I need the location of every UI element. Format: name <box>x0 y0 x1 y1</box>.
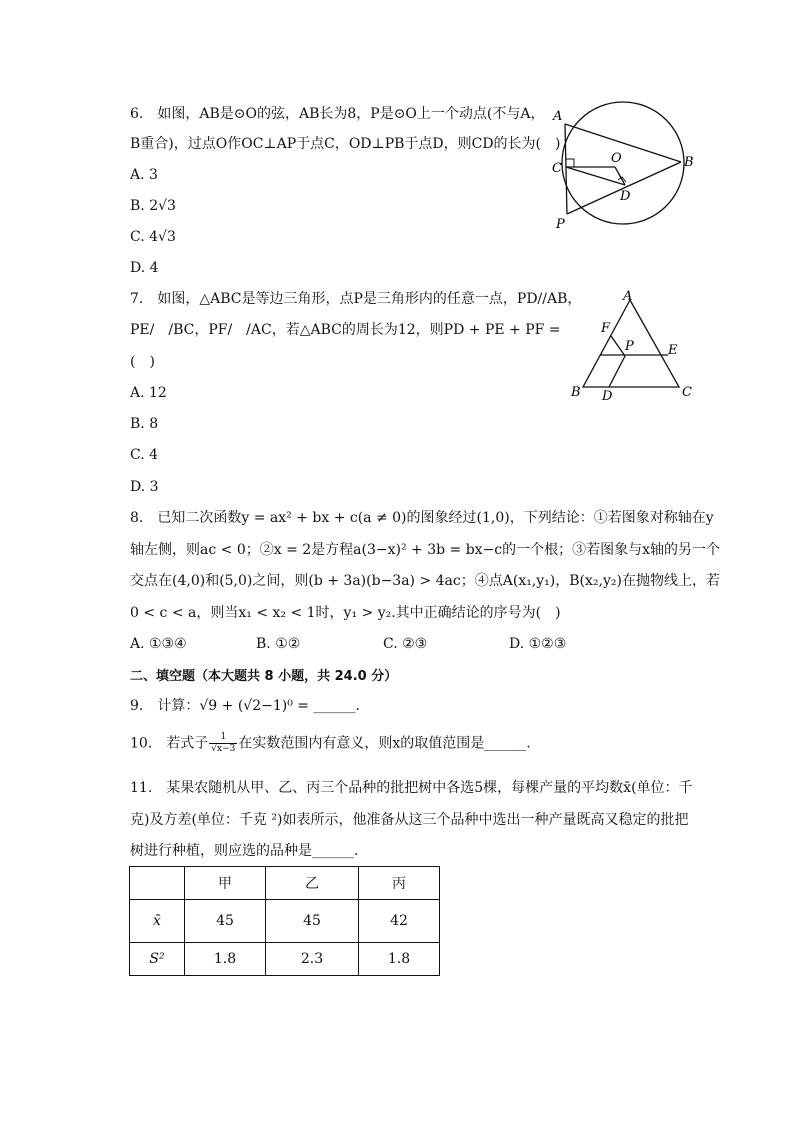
q8-line1: 8. 已知二次函数y = ax² + bx + c(a ≠ 0)的图象经过(1,0)，下列结论：①若图象对称轴在y <box>130 510 714 526</box>
q9-line: 9. 计算：√9 + (√2−1)⁰ = ______. <box>130 698 360 714</box>
q7-stem-line2: PE/ /BC，PF/ /AC，若△ABC的周长为12，则PD + PE + PF = <box>130 322 561 338</box>
section-heading: 二、填空题（本大题共 8 小题，共 24.0 分） <box>130 669 398 684</box>
q6-option-a: A. 3 <box>130 167 158 183</box>
q7-option-a: A. 12 <box>130 385 167 401</box>
table-cell: 42 <box>359 900 440 943</box>
q11-line3: 树进行种植，则应选的品种是______. <box>130 843 359 859</box>
q6-label-c: C <box>552 161 562 176</box>
table-cell: 45 <box>266 900 359 943</box>
table-cell: S² <box>130 943 185 976</box>
q6-label-o: O <box>611 151 622 166</box>
q6-circle-figure <box>545 100 700 235</box>
q6-stem-line1: 6. 如图，AB是⊙O的弦，AB长为8，P是⊙O上一个动点(不与A， <box>130 106 545 122</box>
q10-suffix: 在实数范围内有意义，则x的取值范围是______. <box>238 735 531 752</box>
q6-label-p: P <box>556 217 565 232</box>
q6-label-d: D <box>620 189 631 204</box>
q8-option-a: A. ①③④ <box>130 636 187 652</box>
q8-line3: 交点在(4,0)和(5,0)之间，则(b + 3a)(b−3a) > 4ac；④点A(x₁,y₁)，B(x₂,y₂)在抛物线上，若 <box>130 573 720 589</box>
table-cell: 1.8 <box>185 943 266 976</box>
q8-option-c: C. ②③ <box>383 636 428 652</box>
q6-stem-line2: B重合)，过点O作OC⊥AP于点C，OD⊥PB于点D，则CD的长为( ) <box>130 136 561 152</box>
table-header-cell: 甲 <box>185 867 266 900</box>
q10-line <box>130 732 531 755</box>
q7-stem-line1: 7. 如图，△ABC是等边三角形，点P是三角形内的任意一点，PD//AB， <box>130 291 582 307</box>
q6-option-d: D. 4 <box>130 260 159 276</box>
q7-label-c: C <box>682 385 692 400</box>
q7-triangle-figure <box>565 288 700 406</box>
q7-label-f: F <box>601 321 611 336</box>
table-header-row <box>130 867 440 900</box>
q6-option-b: B. 2√3 <box>130 198 176 214</box>
q8-option-d: D. ①②③ <box>509 636 567 652</box>
table-cell: 2.3 <box>266 943 359 976</box>
q7-stem-line3: ( ) <box>130 354 155 370</box>
q7-label-d: D <box>602 389 613 404</box>
q10-fraction-numerator: 1 <box>209 732 237 744</box>
table-header-cell <box>130 867 185 900</box>
q8-option-b: B. ①② <box>256 636 301 652</box>
q8-line4: 0 < c < a，则当x₁ < x₂ < 1时，y₁ > y₂.其中正确结论的序号为( ) <box>130 605 561 621</box>
table-cell: 45 <box>185 900 266 943</box>
table-row <box>130 943 440 976</box>
q8-line2: 轴左侧，则ac < 0；②x = 2是方程a(3−x)² + 3b = bx−c的一个根；③若图象与x轴的另一个 <box>130 542 721 558</box>
q6-label-b: B <box>684 155 694 170</box>
q10-prefix: 10. 若式子 <box>130 735 209 752</box>
q7-label-a: A <box>623 289 633 304</box>
q11-line2: 克)及方差(单位：千克 ²)如表所示，他准备从这三个品种中选出一种产量既高又稳定的批把 <box>130 812 689 828</box>
q6-option-c: C. 4√3 <box>130 229 176 245</box>
table-header-cell: 丙 <box>359 867 440 900</box>
table-header-cell: 乙 <box>266 867 359 900</box>
table-cell: 1.8 <box>359 943 440 976</box>
q10-fraction-denominator: √x−3 <box>211 744 236 754</box>
q11-data-table <box>129 866 440 976</box>
q7-label-p: P <box>625 339 634 354</box>
q7-option-b: B. 8 <box>130 416 159 432</box>
q6-label-a: A <box>553 109 563 124</box>
q7-option-d: D. 3 <box>130 479 159 495</box>
q7-label-e: E <box>668 343 678 358</box>
table-row <box>130 900 440 943</box>
table-cell: x̄ <box>130 900 185 943</box>
q7-label-b: B <box>571 385 581 400</box>
q11-line1: 11. 某果农随机从甲、乙、丙三个品种的批把树中各选5棵，每棵产量的平均数x̄(单位：千 <box>130 780 693 796</box>
q7-option-c: C. 4 <box>130 447 159 463</box>
q10-fraction <box>209 732 237 755</box>
